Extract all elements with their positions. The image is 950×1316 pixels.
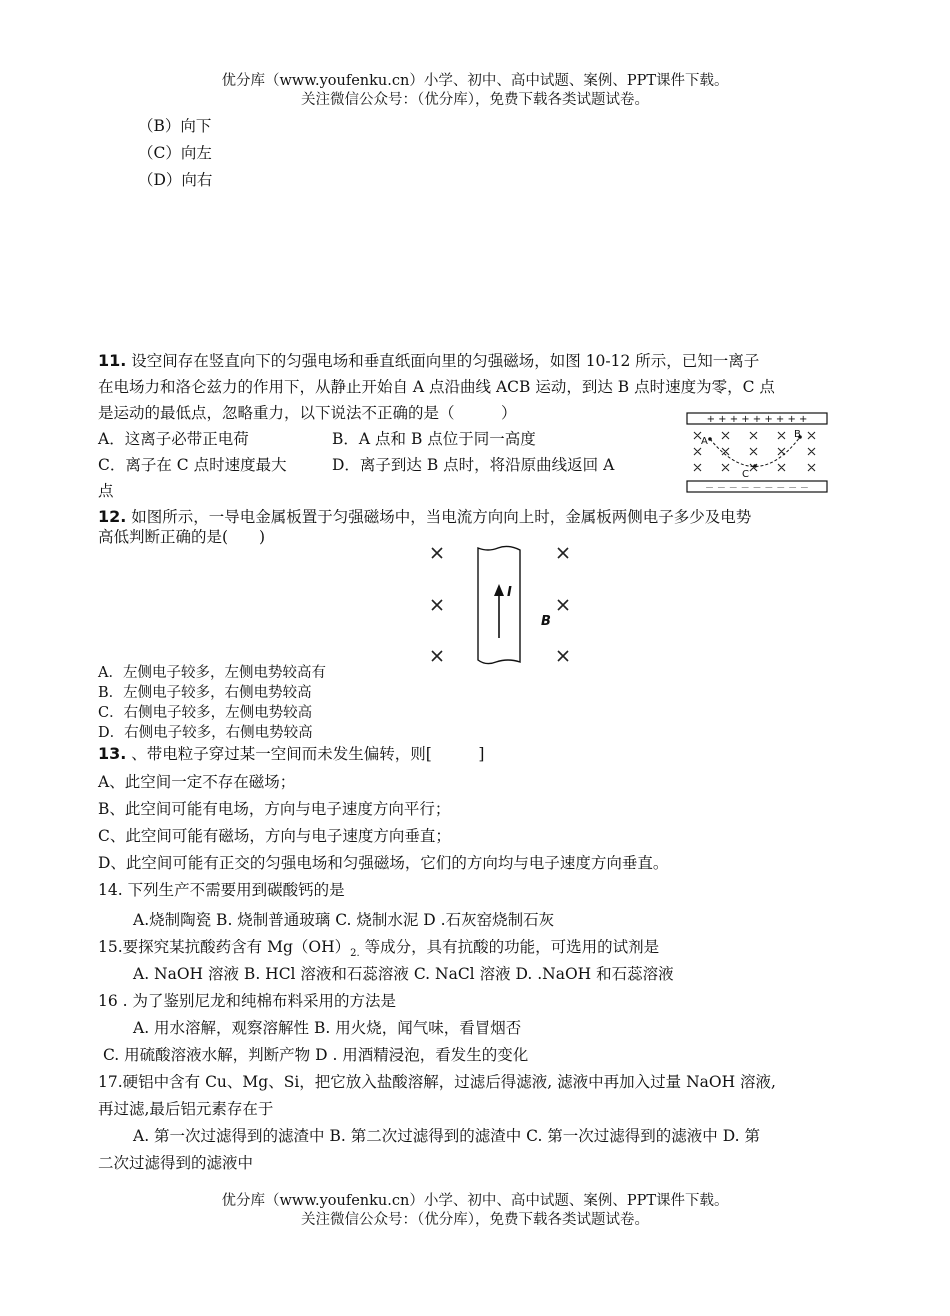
q15-options: A. NaOH 溶液 B. HCl 溶液和石蕊溶液 C. NaCl 溶液 D. .NaOH 和石蕊溶液	[133, 965, 674, 983]
q11-stem-text1: 设空间存在竖直向下的匀强电场和垂直纸面向里的匀强磁场，如图 10-12 所示，已知一离子	[126, 352, 760, 370]
page-header-line1: 优分库（www.youfenku.cn）小学、初中、高中试题、案例、PPT课件下载。	[221, 73, 729, 89]
q16-options-line1: A. 用水溶解，观察溶解性 B. 用火烧，闻气味，看冒烟否	[133, 1019, 522, 1037]
page-footer-line1: 优分库（www.youfenku.cn）小学、初中、高中试题、案例、PPT课件下载。	[221, 1193, 729, 1209]
q11-label-b: B	[794, 429, 801, 440]
q14-options: A.烧制陶瓷 B. 烧制普通玻璃 C. 烧制水泥 D .石灰窑烧制石灰	[133, 911, 555, 929]
q11-option-d: D．离子到达 B 点时，将沿原曲线返回 A	[332, 456, 615, 474]
q11-option-b: B．A 点和 B 点位于同一高度	[332, 430, 536, 448]
q17-stem-line1: 17.硬铝中含有 Cu、Mg、Si，把它放入盐酸溶解，过滤后得滤液, 滤液中再加入过量 NaOH 溶液,	[98, 1073, 776, 1091]
q11-trajectory-curve	[710, 437, 800, 467]
q16-options-line2: C. 用硫酸溶液水解，判断产物 D . 用酒精浸泡，看发生的变化	[103, 1046, 529, 1064]
q13-stem-text: 、带电粒子穿过某一空间而未发生偏转，则[ ]	[126, 745, 485, 763]
q10-option-d: （D）向右	[138, 171, 213, 189]
q11-field-figure	[684, 411, 834, 495]
q10-option-c: （C）向左	[138, 144, 212, 162]
q11-option-c: C．离子在 C 点时速度最大	[98, 456, 287, 474]
q12-number: 12.	[98, 507, 127, 526]
q16-stem: 16 . 为了鉴别尼龙和纯棉布料采用的方法是	[98, 992, 397, 1010]
q15-stem	[98, 937, 659, 964]
q14-stem: 14. 下列生产不需要用到碳酸钙的是	[98, 881, 345, 899]
q13-number: 13.	[98, 744, 127, 763]
q15-stem-subscript: 2.	[350, 948, 360, 960]
q11-label-a: A	[701, 436, 708, 447]
q12-label-b: B	[541, 614, 551, 629]
q13-option-b: B、此空间可能有电场，方向与电子速度方向平行；	[98, 800, 451, 818]
q11-point-a	[708, 437, 712, 441]
q11-option-a: A．这离子必带正电荷	[98, 430, 249, 448]
q11-stem-line2: 在电场力和洛仑兹力的作用下，从静止开始自 A 点沿曲线 ACB 运动，到达 B 点时速度为零，C 点	[98, 378, 775, 396]
q11-option-d-tail: 点	[98, 482, 114, 500]
q12-plate-figure	[422, 540, 582, 670]
q11-stem-line1	[98, 351, 759, 371]
q11-plus-row: + + + + + + + + +	[706, 414, 808, 425]
q13-stem	[98, 744, 484, 764]
q17-stem-line2: 再过滤,最后铝元素存在于	[98, 1100, 274, 1118]
q11-stem-line3: 是运动的最低点，忽略重力，以下说法不正确的是（ ）	[98, 404, 517, 422]
q11-number: 11.	[98, 351, 127, 370]
q12-option-d: D．右侧电子较多，右侧电势较高	[98, 725, 313, 741]
q11-label-c: C	[742, 469, 749, 480]
q13-option-d: D、此空间可能有正交的匀强电场和匀强磁场，它们的方向均与电子速度方向垂直。	[98, 854, 669, 872]
q13-option-a: A、此空间一定不存在磁场；	[98, 773, 296, 791]
q12-current-arrow-head	[494, 584, 504, 596]
q12-stem-line2: 高低判断正确的是( )	[98, 528, 266, 546]
q17-options-line1: A. 第一次过滤得到的滤渣中 B. 第二次过滤得到的滤渣中 C. 第一次过滤得到的滤液中 D. 第	[133, 1127, 760, 1145]
q17-options-line2: 二次过滤得到的滤液中	[98, 1154, 254, 1172]
q12-stem-text1: 如图所示，一导电金属板置于匀强磁场中，当电流方向向上时，金属板两侧电子多少及电势	[126, 508, 752, 526]
q12-label-i: I	[507, 585, 512, 600]
q12-cross-marks	[432, 548, 568, 661]
q12-stem-line1	[98, 507, 751, 527]
q12-option-b: B．左侧电子较多，右侧电势较高	[98, 685, 312, 701]
q15-stem-a: 15.要探究某抗酸药含有 Mg（OH）	[98, 938, 351, 956]
q11-minus-row: － － － － － － － － －	[705, 484, 809, 494]
q11-point-c	[753, 464, 757, 468]
page-footer-line2: 关注微信公众号：（优分库），免费下载各类试题试卷。	[301, 1212, 649, 1228]
page-header-line2: 关注微信公众号：（优分库），免费下载各类试题试卷。	[301, 92, 649, 108]
q13-option-c: C、此空间可能有磁场，方向与电子速度方向垂直；	[98, 827, 451, 845]
q10-option-b: （B）向下	[138, 117, 212, 135]
q15-stem-b: 等成分，具有抗酸的功能，可选用的试剂是	[359, 938, 660, 956]
q12-option-c: C．右侧电子较多，左侧电势较高	[98, 705, 313, 721]
q12-option-a: A．左侧电子较多，左侧电势较高有	[98, 665, 326, 681]
